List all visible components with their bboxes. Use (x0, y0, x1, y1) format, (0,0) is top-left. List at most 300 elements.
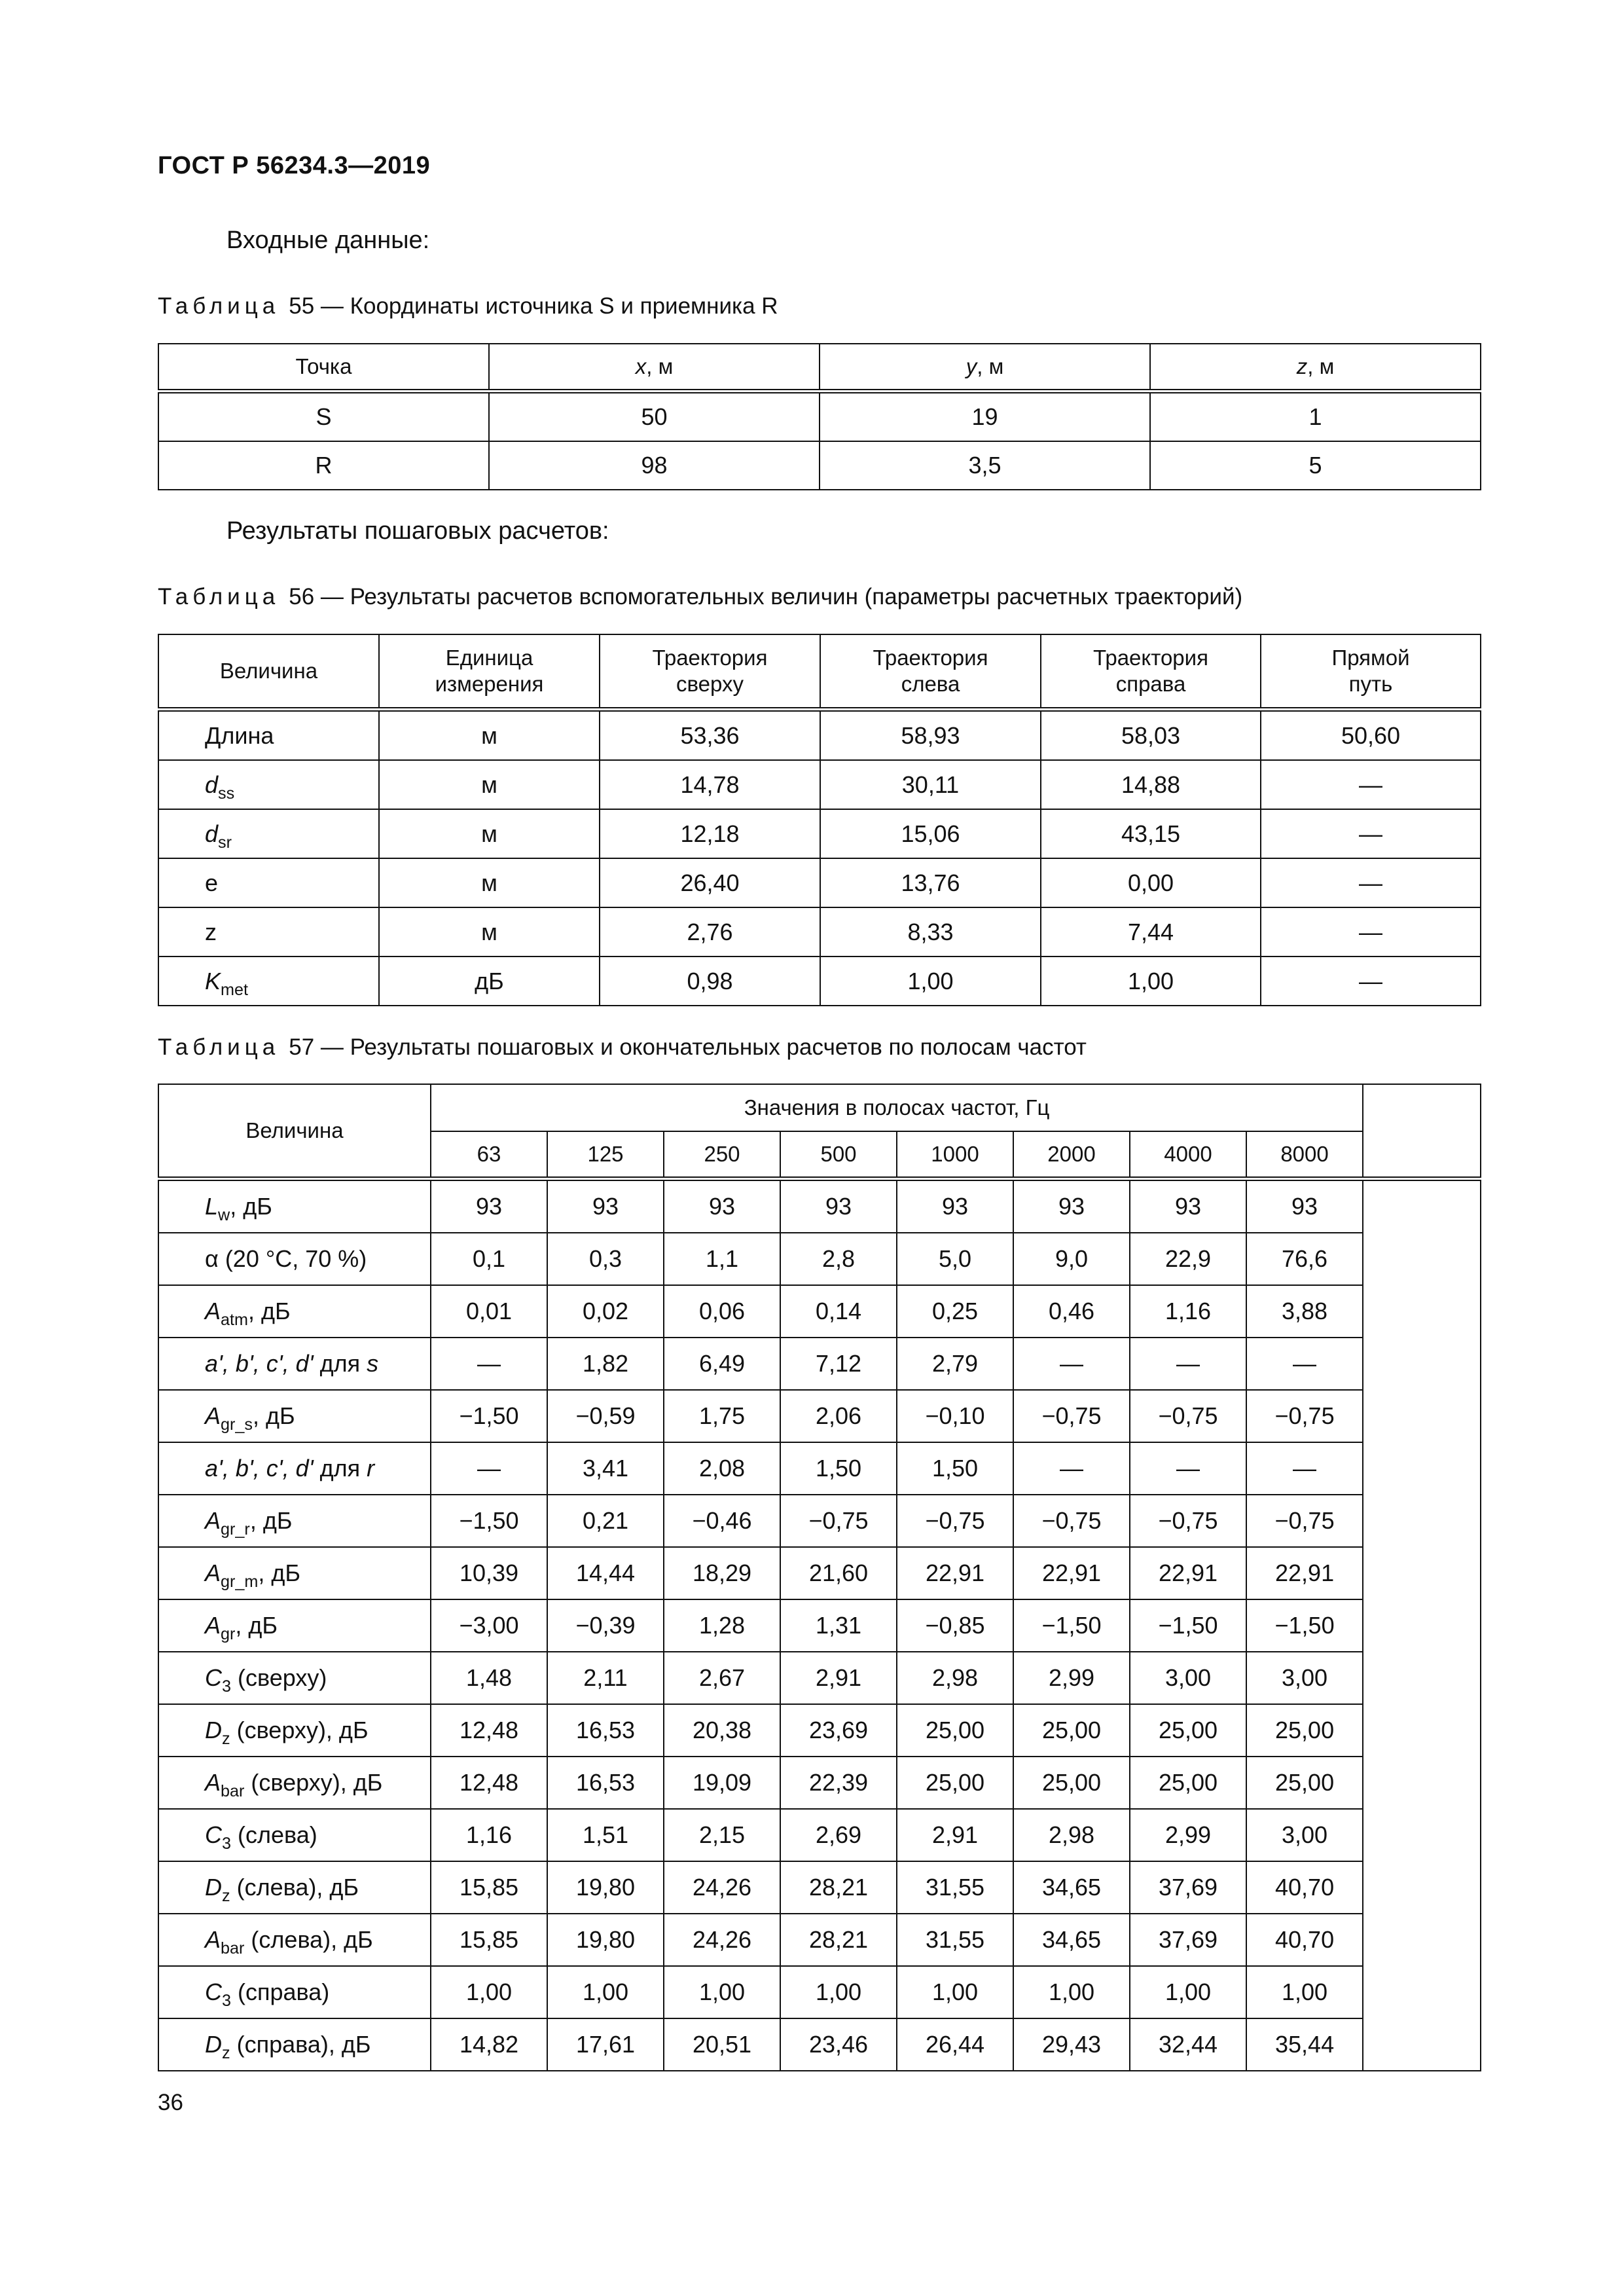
table-cell: 25,00 (1130, 1704, 1246, 1757)
symbol-base: A (205, 1559, 221, 1586)
table-55-caption (158, 293, 778, 319)
blank-cell (1363, 1861, 1481, 1914)
label-suffix: , дБ (235, 1612, 278, 1639)
frequency-header-cell: 2000 (1013, 1131, 1130, 1179)
row-label-cell (158, 1757, 431, 1809)
symbol-base: L (205, 1193, 219, 1220)
table-cell: 40,70 (1246, 1861, 1363, 1914)
table-cell: 22,91 (1013, 1547, 1130, 1599)
symbol-subscript: bar (221, 1939, 245, 1958)
table-cell: 1,00 (1246, 1966, 1363, 2018)
table-row (158, 1599, 1481, 1652)
table-row (158, 1914, 1481, 1966)
table-cell: м (379, 710, 600, 761)
row-label-cell: Длина (158, 710, 379, 761)
table-row (158, 1861, 1481, 1914)
table-cell: 1,00 (897, 1966, 1013, 2018)
table-row (158, 1547, 1481, 1599)
table-cell: 1,75 (664, 1390, 780, 1442)
header-line: Прямой (1331, 646, 1410, 670)
table-cell: 26,40 (600, 858, 820, 907)
table-row (158, 1495, 1481, 1547)
row-label-cell (158, 1442, 431, 1495)
symbol-base: A (205, 1612, 221, 1639)
table-cell: 58,03 (1041, 710, 1261, 761)
symbol-subscript: bar (221, 1781, 245, 1800)
table-cell: 1,00 (1013, 1966, 1130, 2018)
table-cell: 93 (780, 1179, 897, 1233)
table-cell: 2,98 (1013, 1809, 1130, 1861)
table-cell: 14,88 (1041, 760, 1261, 809)
table-cell: 25,00 (1246, 1757, 1363, 1809)
table-cell: 35,44 (1246, 2018, 1363, 2071)
table-cell: 22,39 (780, 1757, 897, 1809)
table-cell: м (379, 907, 600, 957)
table-cell: м (379, 858, 600, 907)
table-cell: 2,11 (547, 1652, 664, 1704)
table-cell: −0,75 (780, 1495, 897, 1547)
table-cell: 1,16 (431, 1809, 547, 1861)
table-cell: 12,18 (600, 809, 820, 858)
table-cell: 43,15 (1041, 809, 1261, 858)
header-cell: z, м (1150, 344, 1481, 392)
symbol-base: A (205, 1507, 221, 1534)
table-cell: 16,53 (547, 1704, 664, 1757)
table-cell: 0,21 (547, 1495, 664, 1547)
table-cell: 25,00 (1013, 1757, 1130, 1809)
symbol-point: r (367, 1455, 375, 1482)
table-cell: 20,51 (664, 2018, 780, 2071)
symbol-base: C (205, 1821, 222, 1848)
table-cell: 40,70 (1246, 1914, 1363, 1966)
frequency-header-cell: 250 (664, 1131, 780, 1179)
table-cell: 17,61 (547, 2018, 664, 2071)
table-cell: 21,60 (780, 1547, 897, 1599)
table-cell: 19,80 (547, 1914, 664, 1966)
symbol-base: D (205, 2031, 222, 2058)
row-label-cell (158, 1652, 431, 1704)
table-cell: 0,01 (431, 1285, 547, 1338)
table-row (158, 2018, 1481, 2071)
table-cell: 16,53 (547, 1757, 664, 1809)
table-cell: 93 (1013, 1179, 1130, 1233)
axis-y-label: y (965, 354, 977, 378)
table-cell: −0,10 (897, 1390, 1013, 1442)
table-cell: 14,44 (547, 1547, 664, 1599)
table-row (158, 441, 1481, 490)
table-cell: 15,06 (820, 809, 1041, 858)
results-heading: Результаты пошаговых расчетов: (226, 517, 609, 545)
table-cell: — (1013, 1442, 1130, 1495)
table-cell: м (379, 809, 600, 858)
symbol-subscript: atm (221, 1310, 249, 1329)
table-cell: 12,48 (431, 1704, 547, 1757)
table-cell: 26,44 (897, 2018, 1013, 2071)
table-cell: 1,1 (664, 1233, 780, 1285)
row-label-cell (158, 1704, 431, 1757)
symbol-subscript: 3 (222, 1834, 232, 1853)
table-cell: 14,82 (431, 2018, 547, 2071)
symbol-base: A (205, 1298, 221, 1324)
row-label-cell (158, 1809, 431, 1861)
table-header-row (158, 634, 1481, 710)
symbol-subscript: sr (218, 833, 232, 852)
table-row (158, 710, 1481, 761)
symbol-point: s (367, 1350, 379, 1377)
row-label-cell (158, 1599, 431, 1652)
table-cell: −0,39 (547, 1599, 664, 1652)
table-cell: — (1261, 957, 1481, 1006)
table-56-auxiliary-values (158, 634, 1481, 1006)
table-row (158, 392, 1481, 442)
table-row (158, 1704, 1481, 1757)
table-row (158, 1442, 1481, 1495)
table-cell: 0,46 (1013, 1285, 1130, 1338)
blank-cell (1363, 1914, 1481, 1966)
row-label-cell (158, 760, 379, 809)
frequency-header-cell: 1000 (897, 1131, 1013, 1179)
header-line: Траектория (1093, 646, 1208, 670)
table-cell: 22,91 (897, 1547, 1013, 1599)
table-cell: 0,3 (547, 1233, 664, 1285)
table-cell: м (379, 760, 600, 809)
table-cell: 1 (1150, 392, 1481, 442)
table-row (158, 1390, 1481, 1442)
table-cell: 0,02 (547, 1285, 664, 1338)
header-cell: y, м (820, 344, 1150, 392)
table-cell: 50,60 (1261, 710, 1481, 761)
table-cell: — (1261, 809, 1481, 858)
table-cell: — (1013, 1338, 1130, 1390)
table-header-row (158, 344, 1481, 392)
symbol-base: α (20 °C, 70 %) (205, 1245, 367, 1272)
symbol-subscript: z (222, 1886, 230, 1905)
table-cell: — (1261, 858, 1481, 907)
blank-cell (1363, 1495, 1481, 1547)
table-cell: 0,00 (1041, 858, 1261, 907)
table-cell: −0,75 (1013, 1495, 1130, 1547)
label-connector: для (319, 1455, 367, 1482)
label-suffix: (сверху), дБ (230, 1717, 369, 1743)
table-cell: −3,00 (431, 1599, 547, 1652)
table-cell: 25,00 (897, 1704, 1013, 1757)
table-cell: 1,00 (664, 1966, 780, 2018)
table-cell: −1,50 (431, 1495, 547, 1547)
row-label-cell (158, 1179, 431, 1233)
row-label-cell (158, 1966, 431, 2018)
table-cell: 25,00 (1013, 1704, 1130, 1757)
blank-cell (1363, 1338, 1481, 1390)
table-cell: 2,79 (897, 1338, 1013, 1390)
table-cell: 37,69 (1130, 1861, 1246, 1914)
table-cell: 1,00 (547, 1966, 664, 2018)
header-cell (1261, 634, 1481, 710)
label-suffix: , дБ (258, 1559, 301, 1586)
row-label-cell: e (158, 858, 379, 907)
header-cell: Точка (158, 344, 489, 392)
table-cell: 19,09 (664, 1757, 780, 1809)
table-cell: 3,41 (547, 1442, 664, 1495)
table-cell: −0,75 (1130, 1390, 1246, 1442)
table-56-caption (158, 584, 1242, 610)
symbol-subscript: w (218, 1205, 230, 1224)
table-cell: −0,59 (547, 1390, 664, 1442)
table-cell: 2,08 (664, 1442, 780, 1495)
table-cell: 25,00 (1246, 1704, 1363, 1757)
table-cell: 1,00 (820, 957, 1041, 1006)
header-line: справа (1115, 672, 1186, 696)
table-cell: 22,9 (1130, 1233, 1246, 1285)
label-suffix: (сверху) (231, 1664, 327, 1691)
symbol-base: C (205, 1978, 222, 2005)
table-cell: — (431, 1442, 547, 1495)
header-cell-bands: Значения в полосах частот, Гц (431, 1084, 1363, 1131)
symbol-subscript: 3 (222, 1677, 232, 1696)
label-suffix: (слева), дБ (244, 1926, 373, 1953)
table-cell: 1,28 (664, 1599, 780, 1652)
frequency-header-cell: 8000 (1246, 1131, 1363, 1179)
caption-text: 56 — Результаты расчетов вспомогательных величин (параметры расчетных траекторий) (289, 584, 1243, 610)
table-cell: 0,06 (664, 1285, 780, 1338)
table-cell: 2,91 (897, 1809, 1013, 1861)
header-cell-extra (1363, 1084, 1481, 1179)
table-57-frequency-results (158, 1084, 1481, 2071)
table-row (158, 957, 1481, 1006)
blank-cell (1363, 1442, 1481, 1495)
blank-cell (1363, 1285, 1481, 1338)
header-cell (600, 634, 820, 710)
caption-text: 57 — Результаты пошаговых и окончательных расчетов по полосам частот (289, 1034, 1087, 1060)
table-cell: 2,15 (664, 1809, 780, 1861)
header-line: путь (1348, 672, 1393, 696)
symbol-base: D (205, 1717, 222, 1743)
table-cell: −0,75 (897, 1495, 1013, 1547)
caption-prefix: Таблица (158, 584, 280, 610)
header-line: Единица (445, 646, 533, 670)
table-cell: 20,38 (664, 1704, 780, 1757)
table-cell: 24,26 (664, 1914, 780, 1966)
table-cell: 1,00 (1130, 1966, 1246, 2018)
blank-cell (1363, 1809, 1481, 1861)
blank-cell (1363, 1547, 1481, 1599)
blank-cell (1363, 1757, 1481, 1809)
symbol-subscript: gr_s (221, 1415, 253, 1434)
table-cell: 34,65 (1013, 1861, 1130, 1914)
label-connector: для (319, 1350, 367, 1377)
table-cell: 58,93 (820, 710, 1041, 761)
table-cell: 0,1 (431, 1233, 547, 1285)
page-number: 36 (158, 2090, 183, 2115)
table-cell: 3,88 (1246, 1285, 1363, 1338)
blank-cell (1363, 1652, 1481, 1704)
table-cell: 1,82 (547, 1338, 664, 1390)
table-cell: 93 (1246, 1179, 1363, 1233)
table-cell: — (1261, 760, 1481, 809)
table-cell: 1,16 (1130, 1285, 1246, 1338)
table-cell: −1,50 (1013, 1599, 1130, 1652)
row-label-cell (158, 1914, 431, 1966)
table-row (158, 1652, 1481, 1704)
row-label-cell (158, 2018, 431, 2071)
symbol-base: K (205, 967, 221, 994)
table-row (158, 809, 1481, 858)
header-cell (1041, 634, 1261, 710)
table-row (158, 1285, 1481, 1338)
header-cell: x, м (489, 344, 820, 392)
table-row (158, 1179, 1481, 1233)
blank-cell (1363, 1704, 1481, 1757)
table-cell: R (158, 441, 489, 490)
table-cell: 29,43 (1013, 2018, 1130, 2071)
symbol-letters: a', b', c', d' (205, 1350, 320, 1377)
table-cell: 2,91 (780, 1652, 897, 1704)
table-cell: 12,48 (431, 1757, 547, 1809)
table-cell: 25,00 (897, 1757, 1013, 1809)
table-cell: 23,69 (780, 1704, 897, 1757)
table-57-caption (158, 1034, 1087, 1061)
table-cell: −0,75 (1130, 1495, 1246, 1547)
caption-prefix: Таблица (158, 1034, 280, 1060)
symbol-subscript: gr_m (221, 1572, 259, 1591)
table-cell: — (431, 1338, 547, 1390)
input-data-heading: Входные данные: (226, 227, 430, 254)
symbol-base: A (205, 1769, 221, 1796)
table-cell: 93 (431, 1179, 547, 1233)
table-cell: 5 (1150, 441, 1481, 490)
table-cell: S (158, 392, 489, 442)
table-cell: 0,98 (600, 957, 820, 1006)
row-label-cell (158, 957, 379, 1006)
table-cell: 1,50 (897, 1442, 1013, 1495)
symbol-base: d (205, 771, 219, 798)
blank-cell (1363, 1179, 1481, 1233)
table-cell: 18,29 (664, 1547, 780, 1599)
table-cell: 2,99 (1130, 1809, 1246, 1861)
table-cell: 93 (664, 1179, 780, 1233)
table-cell: −0,75 (1013, 1390, 1130, 1442)
table-header-row (158, 1084, 1481, 1131)
table-cell: 6,49 (664, 1338, 780, 1390)
row-label-cell (158, 809, 379, 858)
table-cell: 37,69 (1130, 1914, 1246, 1966)
table-row (158, 760, 1481, 809)
table-cell: 76,6 (1246, 1233, 1363, 1285)
row-label-cell (158, 1547, 431, 1599)
table-row (158, 907, 1481, 957)
table-cell: 7,44 (1041, 907, 1261, 957)
label-suffix: (слева) (231, 1821, 317, 1848)
symbol-subscript: gr (221, 1624, 236, 1643)
axis-x-label: x (635, 354, 647, 378)
symbol-label (205, 1455, 374, 1482)
table-cell: 19 (820, 392, 1150, 442)
document-header: ГОСТ Р 56234.3—2019 (158, 152, 431, 179)
table-cell: 2,69 (780, 1809, 897, 1861)
table-cell: 30,11 (820, 760, 1041, 809)
blank-cell (1363, 1390, 1481, 1442)
table-cell: 2,76 (600, 907, 820, 957)
label-suffix: , дБ (248, 1298, 291, 1324)
table-cell: 1,00 (780, 1966, 897, 2018)
table-cell: 25,00 (1130, 1757, 1246, 1809)
table-cell: 2,06 (780, 1390, 897, 1442)
header-cell (820, 634, 1041, 710)
symbol-subscript: gr_r (221, 1520, 250, 1539)
label-suffix: , дБ (253, 1402, 295, 1429)
symbol-base: A (205, 1402, 221, 1429)
blank-cell (1363, 2018, 1481, 2071)
row-label-cell (158, 1338, 431, 1390)
symbol-subscript: z (222, 1729, 230, 1748)
table-cell: 2,8 (780, 1233, 897, 1285)
caption-text: 55 — Координаты источника S и приемника R (289, 293, 778, 319)
symbol-label (205, 1350, 378, 1377)
table-cell: 3,00 (1130, 1652, 1246, 1704)
symbol-subscript: met (221, 980, 249, 999)
row-label-cell (158, 1495, 431, 1547)
table-cell: 14,78 (600, 760, 820, 809)
header-line: измерения (435, 672, 544, 696)
table-cell: 98 (489, 441, 820, 490)
table-cell: 31,55 (897, 1861, 1013, 1914)
table-cell: 31,55 (897, 1914, 1013, 1966)
symbol-base: D (205, 1874, 222, 1901)
table-cell: −0,85 (897, 1599, 1013, 1652)
table-cell: 10,39 (431, 1547, 547, 1599)
table-cell: −1,50 (1246, 1599, 1363, 1652)
label-suffix: (справа) (231, 1978, 330, 2005)
table-cell: 3,5 (820, 441, 1150, 490)
symbol-subscript: z (222, 2043, 230, 2062)
header-cell-quantity: Величина (158, 1084, 431, 1179)
table-cell: 32,44 (1130, 2018, 1246, 2071)
table-cell: 15,85 (431, 1861, 547, 1914)
table-cell: дБ (379, 957, 600, 1006)
row-label-cell: z (158, 907, 379, 957)
label-suffix: (справа), дБ (230, 2031, 371, 2058)
table-cell: −0,46 (664, 1495, 780, 1547)
table-cell: 7,12 (780, 1338, 897, 1390)
table-row (158, 1233, 1481, 1285)
table-cell: 1,00 (1041, 957, 1261, 1006)
table-56-body (158, 710, 1481, 1006)
table-cell: — (1261, 907, 1481, 957)
table-cell: 2,99 (1013, 1652, 1130, 1704)
table-cell: −1,50 (1130, 1599, 1246, 1652)
header-line: сверху (676, 672, 744, 696)
row-label-cell (158, 1390, 431, 1442)
table-55-coordinates (158, 343, 1481, 490)
blank-cell (1363, 1233, 1481, 1285)
table-row (158, 1338, 1481, 1390)
header-line: слева (901, 672, 960, 696)
blank-cell (1363, 1599, 1481, 1652)
symbol-base: C (205, 1664, 222, 1691)
table-cell: — (1246, 1338, 1363, 1390)
blank-cell (1363, 1966, 1481, 2018)
table-cell: 22,91 (1130, 1547, 1246, 1599)
table-cell: −0,75 (1246, 1495, 1363, 1547)
table-cell: 2,67 (664, 1652, 780, 1704)
symbol-subscript: 3 (222, 1991, 232, 2010)
table-cell: — (1246, 1442, 1363, 1495)
table-cell: — (1130, 1442, 1246, 1495)
table-row (158, 1966, 1481, 2018)
table-cell: 50 (489, 392, 820, 442)
header-cell: Величина (158, 634, 379, 710)
table-cell: 53,36 (600, 710, 820, 761)
table-cell: 1,48 (431, 1652, 547, 1704)
